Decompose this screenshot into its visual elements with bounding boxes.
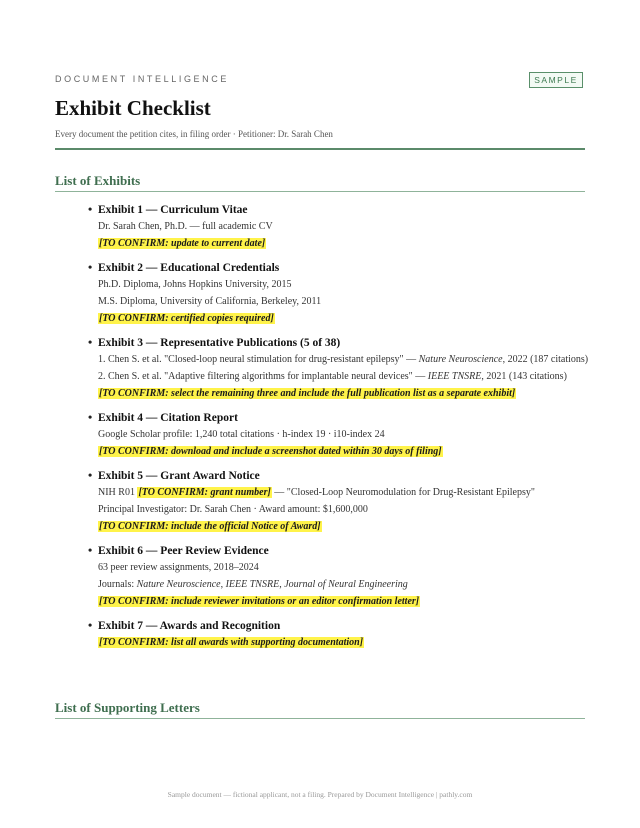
exhibits-heading: List of Exhibits xyxy=(55,173,141,188)
title-divider xyxy=(55,148,585,150)
page-footer: Sample document — fictional applicant, not a filing. Prepared by Document Intelligence | pathly.com xyxy=(167,790,473,799)
confirm-note: [TO CONFIRM: certified copies required] xyxy=(99,313,274,324)
bullet-icon: • xyxy=(88,335,93,349)
exhibit-5 xyxy=(90,468,590,535)
exhibit-detail: Principal Investigator: Dr. Sarah Chen · Award amount: $1,600,000 xyxy=(98,504,368,515)
exhibit-title: Exhibit 6 — Peer Review Evidence xyxy=(98,545,269,557)
exhibit-4 xyxy=(90,410,590,460)
publication-1: 1. Chen S. et al. "Closed-loop neural stimulation for drug-resistant epilepsy" — Nature Neuroscience, 2022 (187 citations) xyxy=(98,354,589,365)
bullet-icon: • xyxy=(88,202,93,216)
exhibit-3 xyxy=(90,335,590,402)
letters-heading-rule xyxy=(55,718,585,719)
bullet-icon: • xyxy=(88,618,93,632)
confirm-note: [TO CONFIRM: list all awards with supporting documentation] xyxy=(99,637,364,648)
page-subtitle: Every document the petition cites, in filing order · Petitioner: Dr. Sarah Chen xyxy=(55,129,333,139)
letters-heading: List of Supporting Letters xyxy=(55,700,200,715)
confirm-note: [TO CONFIRM: include the official Notice of Award] xyxy=(99,521,321,532)
page-title: Exhibit Checklist xyxy=(55,96,211,120)
exhibit-1 xyxy=(90,202,590,252)
bullet-icon: • xyxy=(88,543,93,557)
sample-badge: SAMPLE xyxy=(529,72,583,88)
bullet-icon: • xyxy=(88,410,93,424)
exhibit-detail: 63 peer review assignments, 2018–2024 xyxy=(98,562,259,573)
confirm-note: [TO CONFIRM: download and include a screenshot dated within 30 days of filing] xyxy=(99,446,442,457)
bullet-icon: • xyxy=(88,260,93,274)
exhibit-title: Exhibit 4 — Citation Report xyxy=(98,412,238,424)
bullet-icon: • xyxy=(88,468,93,482)
exhibit-detail: M.S. Diploma, University of California, Berkeley, 2011 xyxy=(98,296,322,307)
exhibit-title: Exhibit 1 — Curriculum Vitae xyxy=(98,204,248,216)
confirm-note: [TO CONFIRM: select the remaining three and include the full publication list as a separate exhibit] xyxy=(99,388,516,399)
exhibit-list xyxy=(90,202,590,659)
exhibit-6 xyxy=(90,543,590,610)
exhibits-heading-rule xyxy=(55,191,585,192)
exhibit-detail: Dr. Sarah Chen, Ph.D. — full academic CV xyxy=(98,221,273,232)
exhibit-title: Exhibit 3 — Representative Publications (5 of 38) xyxy=(98,337,341,349)
grant-line: NIH R01 [TO CONFIRM: grant number] — "Closed-Loop Neuromodulation for Drug-Resistant Epilepsy" xyxy=(98,487,535,498)
confirm-note-inline: [TO CONFIRM: grant number] xyxy=(138,487,271,498)
exhibit-2 xyxy=(90,260,590,327)
exhibit-detail: Google Scholar profile: 1,240 total citations · h-index 19 · i10-index 24 xyxy=(98,429,385,440)
exhibit-7 xyxy=(90,618,590,651)
exhibit-detail: Ph.D. Diploma, Johns Hopkins University, 2015 xyxy=(98,279,292,290)
exhibit-title: Exhibit 5 — Grant Award Notice xyxy=(98,470,260,482)
confirm-note: [TO CONFIRM: update to current date] xyxy=(99,238,266,249)
journals-line: Journals: Nature Neuroscience, IEEE TNSRE, Journal of Neural Engineering xyxy=(98,579,408,590)
publication-2: 2. Chen S. et al. "Adaptive filtering algorithms for implantable neural devices" — IEEE TNSRE, 2021 (143 citations) xyxy=(98,371,567,382)
exhibit-title: Exhibit 7 — Awards and Recognition xyxy=(98,620,281,632)
exhibit-title: Exhibit 2 — Educational Credentials xyxy=(98,262,280,274)
confirm-note: [TO CONFIRM: include reviewer invitations or an editor confirmation letter] xyxy=(99,596,420,607)
brand-label: DOCUMENT INTELLIGENCE xyxy=(55,74,229,84)
